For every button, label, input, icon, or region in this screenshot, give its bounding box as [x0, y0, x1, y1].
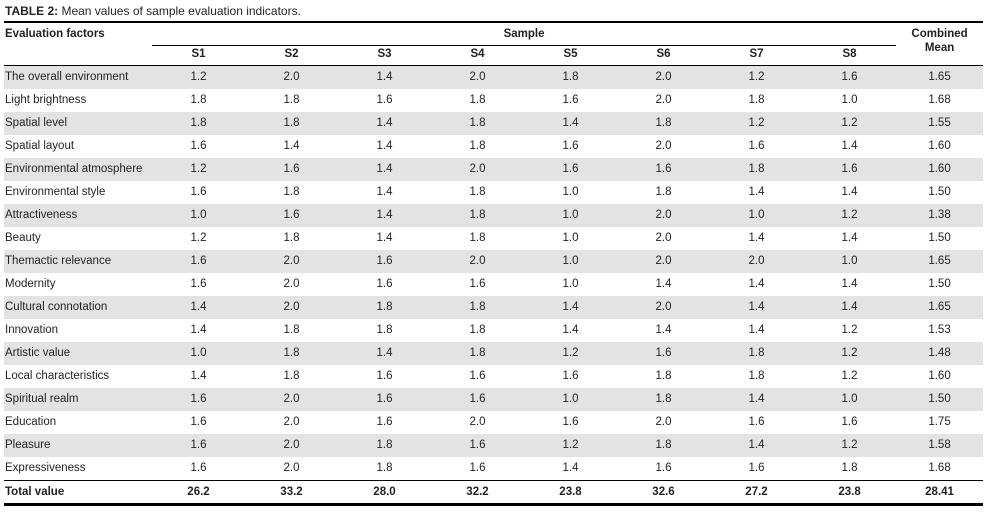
value-cell-s1: 1.6: [190, 278, 207, 290]
value-cell-s3: 1.6: [376, 94, 393, 106]
value-cell-s4: 2.0: [469, 163, 486, 175]
value-cell-s4: 1.8: [469, 324, 486, 336]
value-cell-s4: 1.6: [469, 370, 486, 382]
value-cell-s5: 1.4: [562, 462, 579, 474]
value-cell-s5: 1.6: [562, 140, 579, 152]
table-body: [4, 66, 983, 481]
value-cell-s2: 1.8: [283, 232, 300, 244]
value-cell-s6: 2.0: [655, 140, 672, 152]
factor-cell: Cultural connotation: [5, 301, 108, 313]
total-label-cell: Total value: [4, 481, 152, 505]
total-value-cell-s5: 23.8: [524, 481, 617, 505]
value-cell-s2: 2.0: [283, 71, 300, 83]
column-header-s7: S7: [710, 46, 803, 66]
table-row: [4, 434, 983, 457]
value-cell-s3: 1.4: [376, 140, 393, 152]
value-cell-s6: 1.6: [655, 462, 672, 474]
value-cell-s5: 1.2: [562, 347, 579, 359]
value-cell-s2: 1.6: [283, 163, 300, 175]
factor-cell: Pleasure: [5, 439, 51, 451]
combined-mean-cell: 1.65: [928, 301, 951, 313]
value-cell-s7: 1.4: [748, 232, 765, 244]
factor-cell: The overall environment: [5, 71, 129, 83]
factor-cell: Light brightness: [5, 94, 87, 106]
value-cell-s1: 1.6: [190, 416, 207, 428]
value-cell-s6: 1.6: [655, 163, 672, 175]
factor-cell: Environmental atmosphere: [5, 163, 143, 175]
value-cell-s2: 1.8: [283, 347, 300, 359]
value-cell-s4: 1.6: [469, 278, 486, 290]
value-cell-s4: 1.8: [469, 209, 486, 221]
value-cell-s6: 1.8: [655, 393, 672, 405]
combined-mean-cell: 1.55: [928, 117, 951, 129]
value-cell-s7: 1.2: [748, 117, 765, 129]
factor-cell: Environmental style: [5, 186, 106, 198]
table-row: [4, 365, 983, 388]
value-cell-s8: 1.2: [841, 324, 858, 336]
value-cell-s1: 1.8: [190, 94, 207, 106]
column-header-combined-mean: Combined Mean: [896, 23, 983, 66]
value-cell-s5: 1.6: [562, 94, 579, 106]
value-cell-s7: 1.6: [748, 416, 765, 428]
table-row: [4, 227, 983, 250]
value-cell-s3: 1.6: [376, 370, 393, 382]
combined-mean-cell: 1.68: [928, 94, 951, 106]
table-row: [4, 112, 983, 135]
factor-cell: Attractiveness: [5, 209, 78, 221]
value-cell-s4: 1.8: [469, 232, 486, 244]
value-cell-s5: 1.4: [562, 324, 579, 336]
value-cell-s3: 1.4: [376, 209, 393, 221]
value-cell-s4: 1.8: [469, 301, 486, 313]
table-row: [4, 89, 983, 112]
value-cell-s1: 1.4: [190, 370, 207, 382]
value-cell-s5: 1.8: [562, 71, 579, 83]
total-value-cell-s7: 27.2: [710, 481, 803, 505]
value-cell-s2: 1.8: [283, 370, 300, 382]
factor-cell: Local characteristics: [5, 370, 110, 382]
combined-mean-cell: 1.50: [928, 393, 951, 405]
value-cell-s3: 1.8: [376, 439, 393, 451]
value-cell-s5: 1.0: [562, 393, 579, 405]
factor-cell: Spatial level: [5, 117, 68, 129]
value-cell-s2: 2.0: [283, 278, 300, 290]
table-row: [4, 181, 983, 204]
combined-mean-cell: 1.38: [928, 209, 951, 221]
combined-mean-cell: 1.68: [928, 462, 951, 474]
value-cell-s3: 1.4: [376, 232, 393, 244]
factor-cell: Artistic value: [5, 347, 71, 359]
combined-mean-cell: 1.48: [928, 347, 951, 359]
value-cell-s5: 1.6: [562, 163, 579, 175]
value-cell-s6: 1.8: [655, 186, 672, 198]
value-cell-s2: 1.4: [283, 140, 300, 152]
value-cell-s3: 1.4: [376, 347, 393, 359]
value-cell-s1: 1.4: [190, 301, 207, 313]
value-cell-s8: 1.4: [841, 140, 858, 152]
table-row: [4, 411, 983, 434]
table-row: [4, 388, 983, 411]
value-cell-s1: 1.0: [190, 209, 207, 221]
table-caption-label: TABLE 2:: [5, 4, 59, 18]
value-cell-s4: 1.8: [469, 94, 486, 106]
value-cell-s2: 2.0: [283, 255, 300, 267]
value-cell-s5: 1.6: [562, 370, 579, 382]
value-cell-s5: 1.2: [562, 439, 579, 451]
total-combined-mean-cell: 28.41: [896, 481, 983, 505]
table-row: [4, 342, 983, 365]
value-cell-s4: 2.0: [469, 416, 486, 428]
total-value-cell-s1: 26.2: [152, 481, 245, 505]
total-value-cell-s4: 32.2: [431, 481, 524, 505]
factor-cell: Spatial layout: [5, 140, 75, 152]
value-cell-s6: 2.0: [655, 71, 672, 83]
total-value-cell-s2: 33.2: [245, 481, 338, 505]
value-cell-s5: 1.4: [562, 117, 579, 129]
value-cell-s6: 2.0: [655, 255, 672, 267]
value-cell-s6: 1.8: [655, 117, 672, 129]
combined-mean-cell: 1.50: [928, 278, 951, 290]
table-row: [4, 319, 983, 342]
table-row: [4, 457, 983, 481]
factor-cell: Expressiveness: [5, 462, 86, 474]
value-cell-s2: 2.0: [283, 393, 300, 405]
header-group-row: [4, 23, 983, 46]
value-cell-s5: 1.0: [562, 255, 579, 267]
factor-cell: Modernity: [5, 278, 56, 290]
table-caption: [4, 0, 983, 23]
value-cell-s1: 1.6: [190, 186, 207, 198]
value-cell-s8: 1.4: [841, 278, 858, 290]
value-cell-s8: 1.6: [841, 163, 858, 175]
value-cell-s3: 1.4: [376, 117, 393, 129]
value-cell-s2: 1.6: [283, 209, 300, 221]
value-cell-s5: 1.0: [562, 186, 579, 198]
value-cell-s8: 1.6: [841, 416, 858, 428]
value-cell-s7: 1.4: [748, 186, 765, 198]
value-cell-s5: 1.0: [562, 278, 579, 290]
value-cell-s3: 1.4: [376, 163, 393, 175]
column-header-s1: S1: [152, 46, 245, 66]
table-row: [4, 296, 983, 319]
value-cell-s8: 1.2: [841, 209, 858, 221]
value-cell-s3: 1.6: [376, 393, 393, 405]
value-cell-s7: 1.0: [748, 209, 765, 221]
value-cell-s8: 1.8: [841, 462, 858, 474]
total-value-cell-s3: 28.0: [338, 481, 431, 505]
value-cell-s8: 1.2: [841, 370, 858, 382]
value-cell-s1: 1.6: [190, 393, 207, 405]
value-cell-s8: 1.4: [841, 186, 858, 198]
column-header-s4: S4: [431, 46, 524, 66]
value-cell-s2: 2.0: [283, 301, 300, 313]
column-header-s8: S8: [803, 46, 896, 66]
combined-mean-cell: 1.65: [928, 255, 951, 267]
value-cell-s1: 1.6: [190, 439, 207, 451]
value-cell-s6: 2.0: [655, 301, 672, 313]
table-row: [4, 135, 983, 158]
table-row: [4, 250, 983, 273]
value-cell-s8: 1.0: [841, 94, 858, 106]
value-cell-s5: 1.0: [562, 232, 579, 244]
value-cell-s8: 1.2: [841, 347, 858, 359]
factor-cell: Education: [5, 416, 57, 428]
combined-mean-cell: 1.60: [928, 140, 951, 152]
combined-mean-cell: 1.50: [928, 232, 951, 244]
value-cell-s3: 1.6: [376, 255, 393, 267]
value-cell-s8: 1.6: [841, 71, 858, 83]
factor-cell: Themactic relevance: [5, 255, 112, 267]
value-cell-s7: 1.4: [748, 393, 765, 405]
combined-mean-cell: 1.60: [928, 370, 951, 382]
factor-cell: Spiritual realm: [5, 393, 79, 405]
value-cell-s3: 1.8: [376, 301, 393, 313]
combined-mean-cell: 1.60: [928, 163, 951, 175]
column-header-s6: S6: [617, 46, 710, 66]
value-cell-s2: 2.0: [283, 439, 300, 451]
total-value-cell-s8: 23.8: [803, 481, 896, 505]
total-row: [4, 481, 983, 505]
value-cell-s4: 1.8: [469, 140, 486, 152]
value-cell-s4: 1.6: [469, 439, 486, 451]
value-cell-s1: 1.4: [190, 324, 207, 336]
column-group-header-sample: Sample: [152, 23, 896, 46]
value-cell-s1: 1.2: [190, 163, 207, 175]
combined-mean-cell: 1.75: [928, 416, 951, 428]
value-cell-s4: 1.6: [469, 393, 486, 405]
value-cell-s2: 1.8: [283, 324, 300, 336]
column-header-s3: S3: [338, 46, 431, 66]
value-cell-s7: 1.2: [748, 71, 765, 83]
combined-mean-cell: 1.53: [928, 324, 951, 336]
column-header-s2: S2: [245, 46, 338, 66]
value-cell-s5: 1.0: [562, 209, 579, 221]
value-cell-s7: 1.8: [748, 370, 765, 382]
table-row: [4, 158, 983, 181]
column-header-evaluation-factors: Evaluation factors: [4, 23, 152, 66]
value-cell-s1: 1.2: [190, 232, 207, 244]
value-cell-s2: 2.0: [283, 462, 300, 474]
value-cell-s6: 2.0: [655, 94, 672, 106]
value-cell-s3: 1.8: [376, 324, 393, 336]
value-cell-s3: 1.4: [376, 71, 393, 83]
value-cell-s4: 1.6: [469, 462, 486, 474]
combined-mean-cell: 1.65: [928, 71, 951, 83]
table-header: [4, 23, 983, 66]
value-cell-s7: 1.8: [748, 163, 765, 175]
value-cell-s6: 1.6: [655, 347, 672, 359]
value-cell-s2: 1.8: [283, 186, 300, 198]
value-cell-s8: 1.2: [841, 439, 858, 451]
value-cell-s1: 1.2: [190, 71, 207, 83]
value-cell-s6: 1.4: [655, 324, 672, 336]
factor-cell: Innovation: [5, 324, 59, 336]
value-cell-s7: 1.8: [748, 347, 765, 359]
value-cell-s7: 1.8: [748, 94, 765, 106]
value-cell-s4: 1.8: [469, 117, 486, 129]
value-cell-s4: 1.8: [469, 186, 486, 198]
value-cell-s2: 2.0: [283, 416, 300, 428]
value-cell-s6: 2.0: [655, 209, 672, 221]
value-cell-s6: 1.8: [655, 439, 672, 451]
value-cell-s4: 2.0: [469, 255, 486, 267]
combined-mean-cell: 1.58: [928, 439, 951, 451]
value-cell-s8: 1.0: [841, 393, 858, 405]
value-cell-s7: 1.6: [748, 140, 765, 152]
value-cell-s1: 1.6: [190, 255, 207, 267]
value-cell-s3: 1.6: [376, 416, 393, 428]
value-cell-s8: 1.0: [841, 255, 858, 267]
value-cell-s8: 1.2: [841, 117, 858, 129]
column-header-s5: S5: [524, 46, 617, 66]
table-footer: [4, 481, 983, 505]
value-cell-s7: 1.4: [748, 439, 765, 451]
value-cell-s7: 1.4: [748, 278, 765, 290]
value-cell-s6: 2.0: [655, 232, 672, 244]
value-cell-s5: 1.4: [562, 301, 579, 313]
value-cell-s2: 1.8: [283, 117, 300, 129]
total-value-cell-s6: 32.6: [617, 481, 710, 505]
value-cell-s7: 1.4: [748, 301, 765, 313]
value-cell-s1: 1.0: [190, 347, 207, 359]
value-cell-s4: 1.8: [469, 347, 486, 359]
value-cell-s3: 1.4: [376, 186, 393, 198]
value-cell-s3: 1.8: [376, 462, 393, 474]
value-cell-s1: 1.8: [190, 117, 207, 129]
value-cell-s3: 1.6: [376, 278, 393, 290]
value-cell-s6: 1.4: [655, 278, 672, 290]
value-cell-s8: 1.4: [841, 301, 858, 313]
factor-cell: Beauty: [5, 232, 41, 244]
value-cell-s1: 1.6: [190, 140, 207, 152]
evaluation-indicators-table: [4, 23, 983, 506]
value-cell-s1: 1.6: [190, 462, 207, 474]
value-cell-s5: 1.6: [562, 416, 579, 428]
table-row: [4, 204, 983, 227]
value-cell-s7: 2.0: [748, 255, 765, 267]
table-caption-text: Mean values of sample evaluation indicators.: [58, 4, 301, 18]
table-row: [4, 273, 983, 296]
value-cell-s2: 1.8: [283, 94, 300, 106]
value-cell-s7: 1.4: [748, 324, 765, 336]
value-cell-s6: 1.8: [655, 370, 672, 382]
value-cell-s8: 1.4: [841, 232, 858, 244]
table-row: [4, 66, 983, 90]
combined-mean-cell: 1.50: [928, 186, 951, 198]
value-cell-s7: 1.6: [748, 462, 765, 474]
value-cell-s6: 2.0: [655, 416, 672, 428]
value-cell-s4: 2.0: [469, 71, 486, 83]
